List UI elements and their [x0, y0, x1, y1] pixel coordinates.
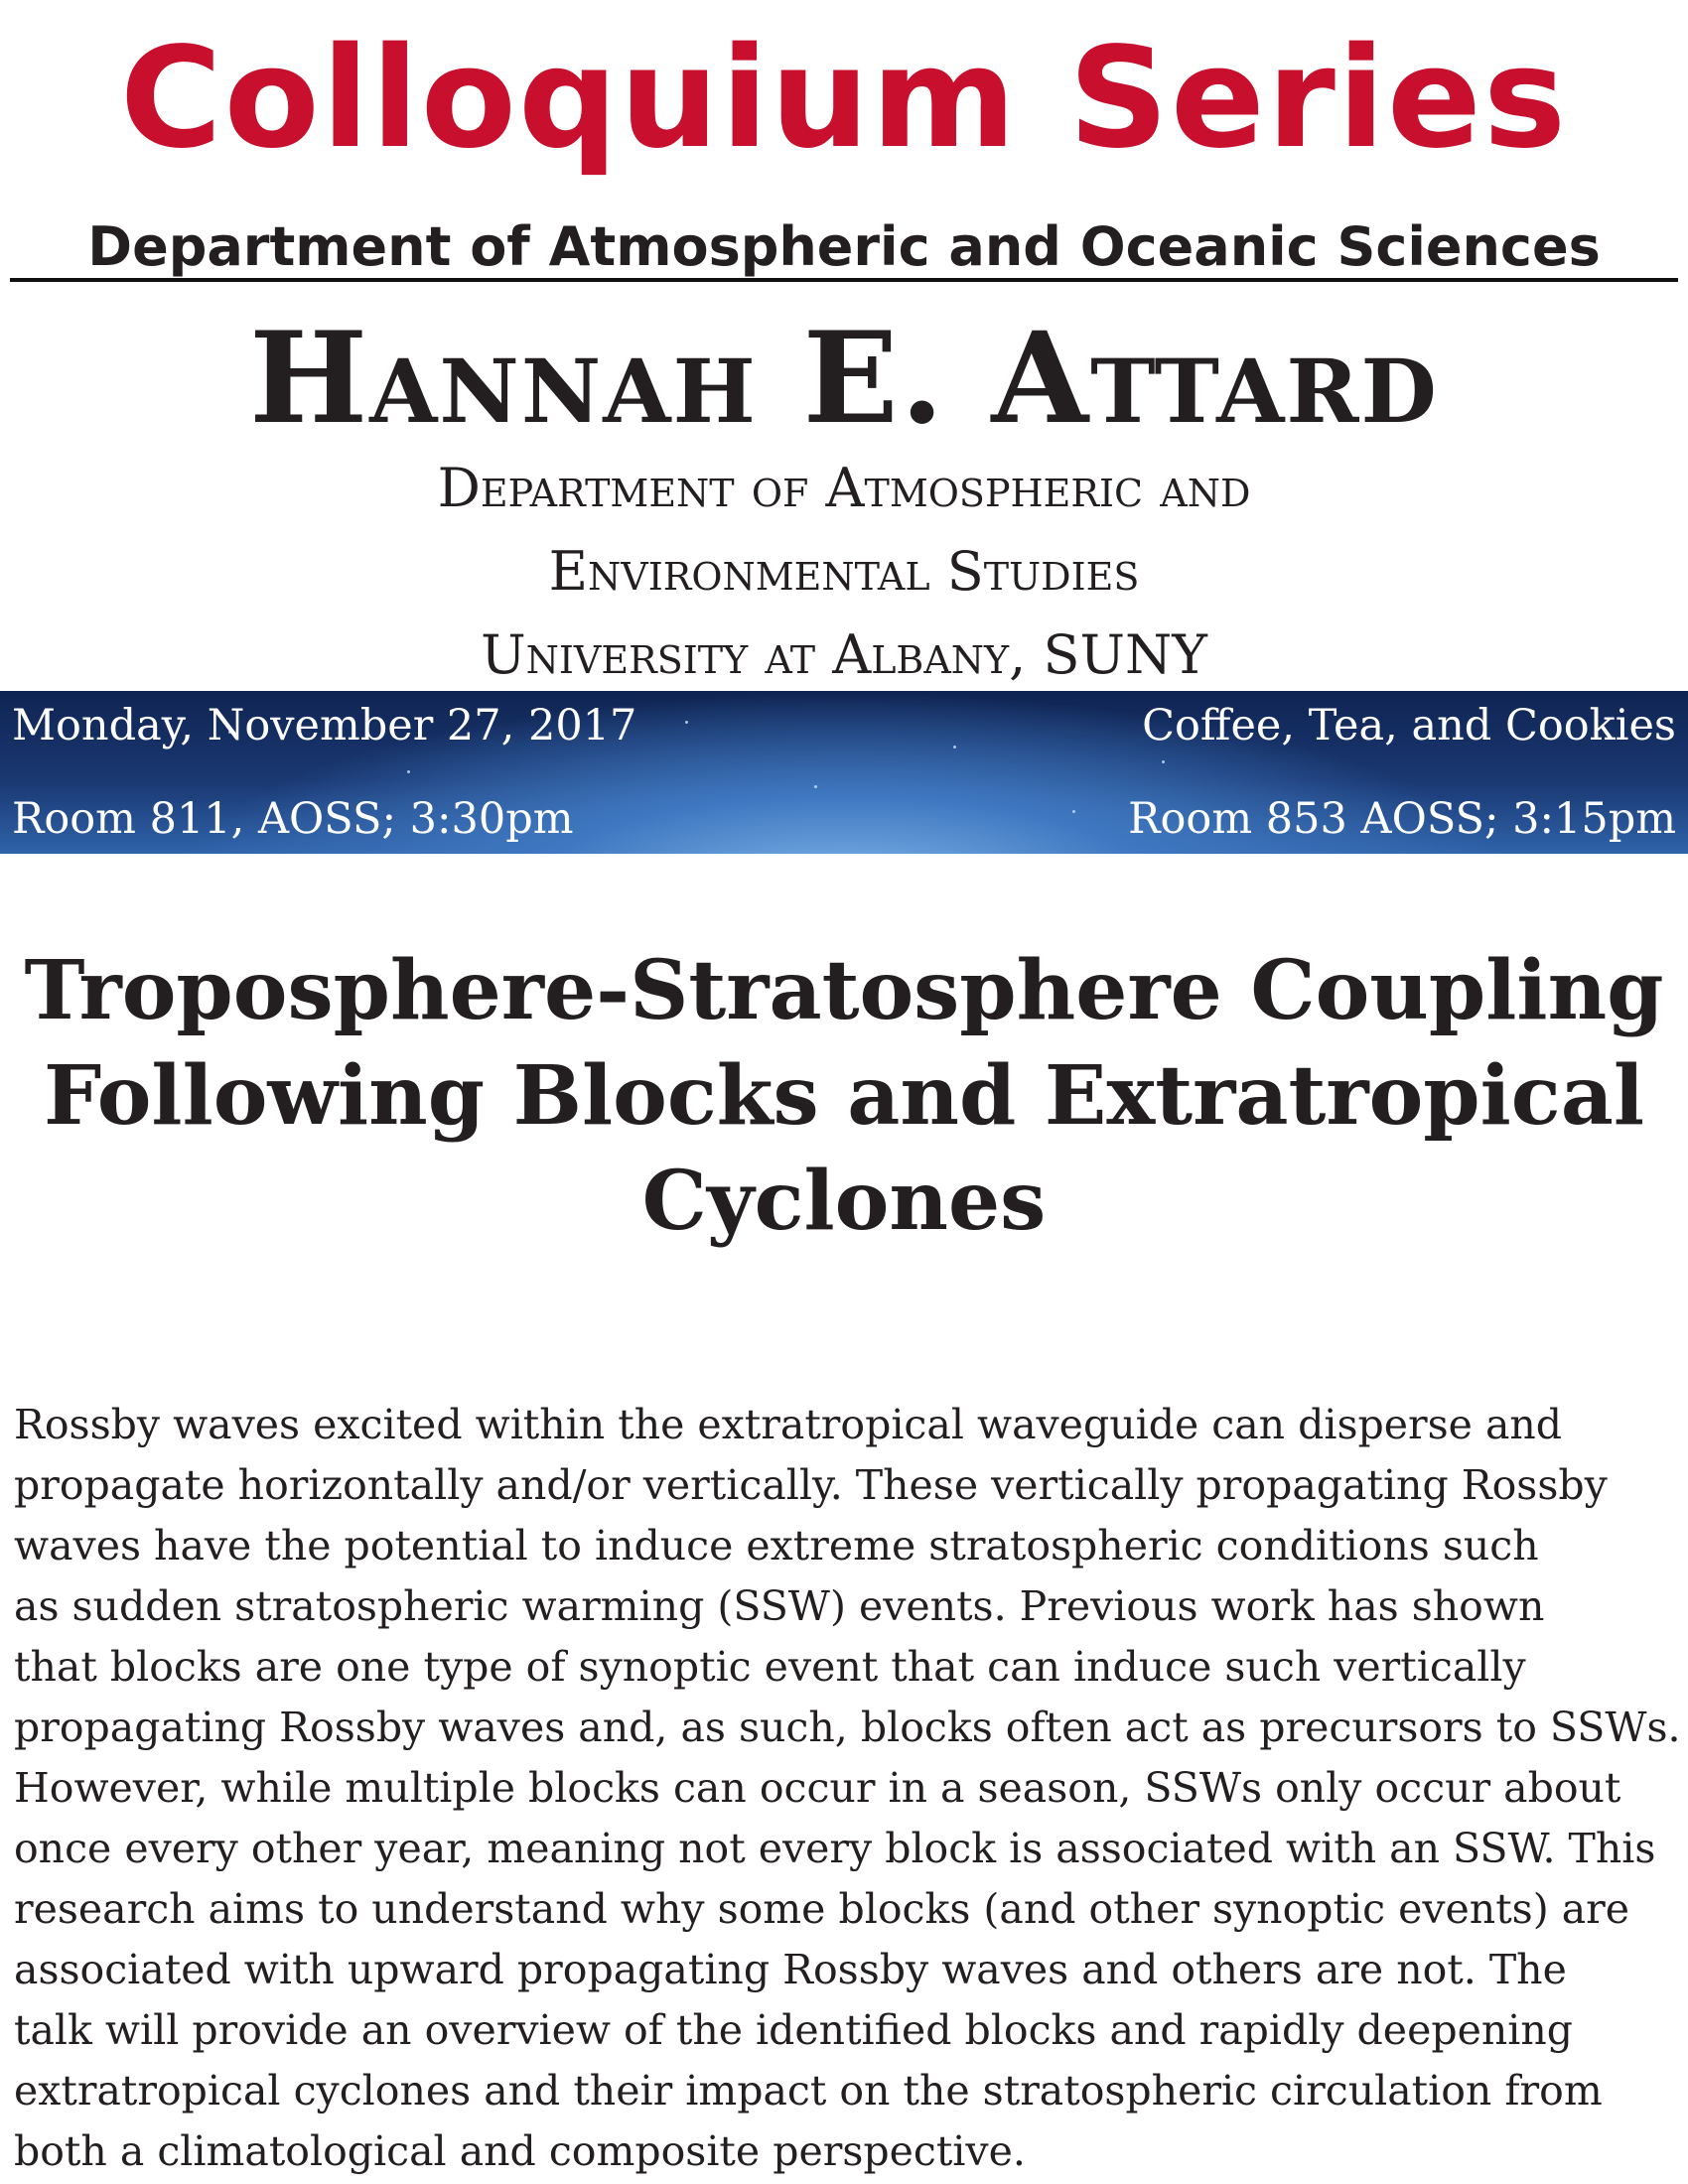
talk-title-line: Following Blocks and Extratropical — [44, 1048, 1644, 1144]
abstract-line: propagate horizontally and/or vertically. These vertically propagating Rossby — [14, 1461, 1608, 1509]
abstract-line: extratropical cyclones and their impact on the stratospheric circulation from — [14, 2067, 1603, 2115]
refreshments-label: Coffee, Tea, and Cookies — [1142, 701, 1676, 751]
abstract-line: once every other year, meaning not every block is associated with an SSW. This — [14, 1825, 1656, 1872]
abstract-line: both a climatological and composite perspective. — [14, 2127, 1026, 2175]
refreshments-location: Room 853 AOSS; 3:15pm — [1128, 794, 1676, 844]
affiliation-line: Environmental Studies — [548, 540, 1140, 603]
event-date: Monday, November 27, 2017 — [12, 701, 637, 751]
abstract-line: propagating Rossby waves and, as such, blocks often act as precursors to SSWs. — [14, 1704, 1681, 1751]
abstract-line: that blocks are one type of synoptic event that can induce such vertically — [14, 1643, 1526, 1691]
speaker-affiliation — [0, 447, 1688, 697]
star-decoration — [1072, 810, 1075, 813]
abstract-line: However, while multiple blocks can occur in a season, SSWs only occur about — [14, 1764, 1621, 1812]
star-decoration — [953, 746, 956, 749]
abstract-line: waves have the potential to induce extreme stratospheric conditions such — [14, 1522, 1539, 1570]
abstract-line: as sudden stratospheric warming (SSW) events. Previous work has shown — [14, 1582, 1545, 1630]
department-header: Department of Atmospheric and Oceanic Sciences — [10, 216, 1678, 282]
abstract-line: associated with upward propagating Rossby waves and others are not. The — [14, 1946, 1567, 1993]
talk-title-line: Cyclones — [641, 1154, 1047, 1249]
event-info-banner — [0, 691, 1688, 854]
series-title: Colloquium Series — [119, 18, 1569, 180]
affiliation-line: University at Albany, SUNY — [481, 623, 1207, 686]
abstract — [14, 1395, 1682, 2182]
abstract-line: research aims to understand why some blocks (and other synoptic events) are — [14, 1885, 1630, 1933]
affiliation-line: Department of Atmospheric and — [437, 457, 1251, 519]
event-location: Room 811, AOSS; 3:30pm — [12, 794, 574, 844]
star-decoration — [814, 785, 817, 788]
star-decoration — [407, 770, 410, 773]
abstract-line: talk will provide an overview of the identified blocks and rapidly deepening — [14, 2006, 1574, 2054]
talk-title — [0, 938, 1688, 1254]
abstract-line: Rossby waves excited within the extratropical waveguide can disperse and — [14, 1401, 1563, 1448]
talk-title-line: Troposphere-Stratosphere Coupling — [24, 943, 1664, 1038]
star-decoration — [1162, 760, 1165, 763]
speaker-name: Hannah E. Attard — [249, 305, 1439, 452]
star-decoration — [685, 721, 688, 724]
